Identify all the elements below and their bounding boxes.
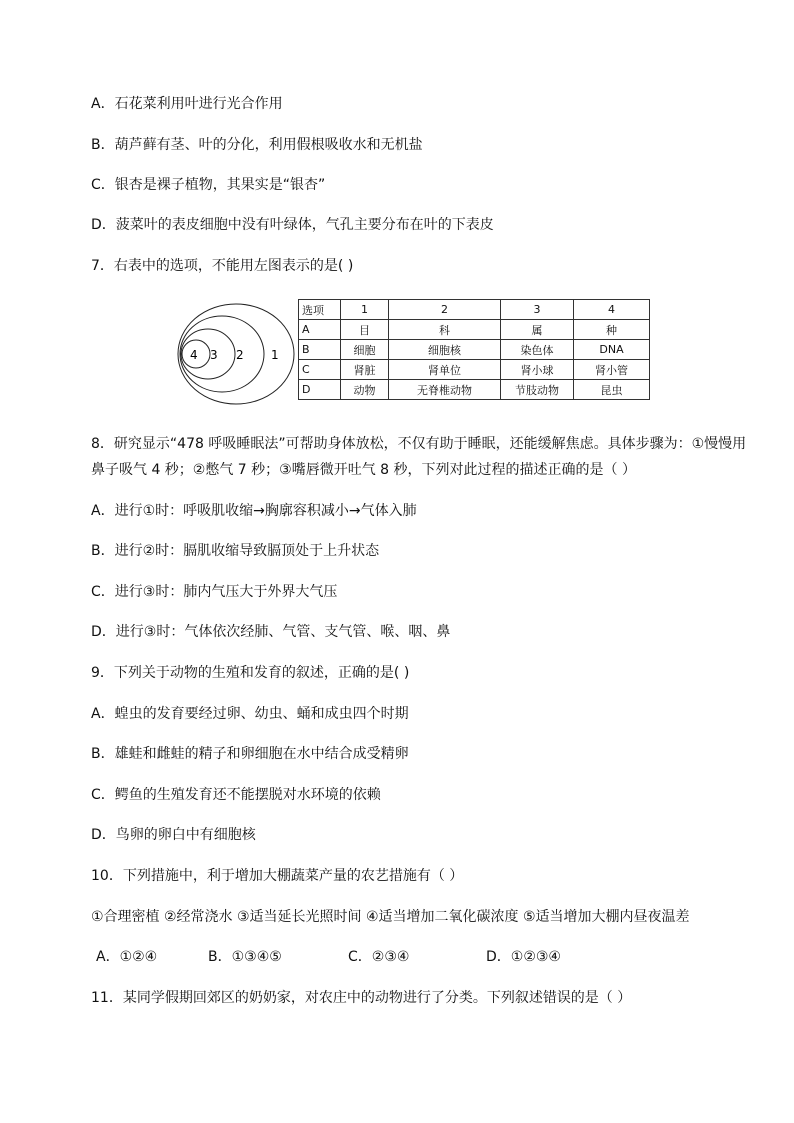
table-cell: 细胞核 — [389, 340, 501, 360]
q8-stem-line2: 鼻子吸气 4 秒；②憋气 7 秒；③嘴唇微开吐气 8 秒，下列对此过程的描述正确的是（ ） — [91, 462, 636, 478]
table-cell: 染色体 — [501, 340, 574, 360]
table-cell: DNA — [574, 340, 650, 360]
q8-option-b: B．进行②时：膈肌收缩导致膈顶处于上升状态 — [91, 543, 380, 559]
q10-measures: ①合理密植 ②经常浇水 ③适当延长光照时间 ④适当增加二氧化碳浓度 ⑤适当增加大棚内昼夜温差 — [91, 909, 690, 925]
nested-ellipses-diagram — [176, 302, 296, 406]
q9-option-c: C．鳄鱼的生殖发育还不能摆脱对水环境的依赖 — [91, 787, 381, 803]
q6-option-d: D．菠菜叶的表皮细胞中没有叶绿体，气孔主要分布在叶的下表皮 — [91, 217, 494, 233]
q10-option-c: C．②③④ — [348, 949, 410, 965]
table-cell: 种 — [574, 320, 650, 340]
table-cell: 目 — [341, 320, 389, 340]
diagram-label-3: 3 — [210, 348, 218, 362]
table-cell: 属 — [501, 320, 574, 340]
table-header-cell: 选项 — [299, 300, 341, 320]
table-cell: 动物 — [341, 380, 389, 400]
q8-option-a: A．进行①时：呼吸肌收缩→胸廓容积减小→气体入肺 — [91, 503, 417, 519]
q7-stem: 7．右表中的选项，不能用左图表示的是( ) — [91, 258, 354, 274]
q9-option-a: A．蝗虫的发育要经过卵、幼虫、蛹和成虫四个时期 — [91, 706, 409, 722]
q9-option-d: D．鸟卵的卵白中有细胞核 — [91, 827, 256, 843]
q10-option-a: A．①②④ — [96, 949, 158, 965]
diagram-label-4: 4 — [190, 348, 198, 362]
q10-option-b: B．①③④⑤ — [208, 949, 282, 965]
table-cell: C — [299, 360, 341, 380]
table-header-cell: 3 — [501, 300, 574, 320]
q10-option-d: D．①②③④ — [486, 949, 561, 965]
table-row — [299, 380, 650, 400]
table-cell: A — [299, 320, 341, 340]
q6-option-b: B．葫芦藓有茎、叶的分化，利用假根吸收水和无机盐 — [91, 137, 423, 153]
diagram-label-2: 2 — [236, 348, 244, 362]
table-cell: B — [299, 340, 341, 360]
table-header-cell: 4 — [574, 300, 650, 320]
table-cell: 肾小球 — [501, 360, 574, 380]
table-header-cell: 1 — [341, 300, 389, 320]
q8-stem-line1: 8．研究显示“478 呼吸睡眠法”可帮助身体放松，不仅有助于睡眠，还能缓解焦虑。具体步骤为：①慢慢用 — [91, 436, 747, 452]
q11-stem: 11．某同学假期回郊区的奶奶家，对农庄中的动物进行了分类。下列叙述错误的是（ ） — [91, 990, 632, 1006]
table-cell: 细胞 — [341, 340, 389, 360]
q7-table — [298, 299, 650, 400]
table-cell: 肾脏 — [341, 360, 389, 380]
table-row — [299, 320, 650, 340]
table-cell: 科 — [389, 320, 501, 340]
q6-option-a: A．石花菜利用叶进行光合作用 — [91, 96, 283, 112]
diagram-label-1: 1 — [271, 348, 279, 362]
table-row — [299, 360, 650, 380]
table-cell: D — [299, 380, 341, 400]
q8-option-d: D．进行③时：气体依次经肺、气管、支气管、喉、咽、鼻 — [91, 624, 451, 640]
q10-stem: 10．下列措施中，利于增加大棚蔬菜产量的农艺措施有（ ） — [91, 868, 464, 884]
q9-stem: 9．下列关于动物的生殖和发育的叙述，正确的是( ) — [91, 665, 410, 681]
table-cell: 肾单位 — [389, 360, 501, 380]
table-header-cell: 2 — [389, 300, 501, 320]
table-header-row — [299, 300, 650, 320]
table-cell: 昆虫 — [574, 380, 650, 400]
q6-option-c: C．银杏是裸子植物，其果实是“银杏” — [91, 177, 326, 193]
q9-option-b: B．雄蛙和雌蛙的精子和卵细胞在水中结合成受精卵 — [91, 746, 409, 762]
q8-option-c: C．进行③时：肺内气压大于外界大气压 — [91, 584, 338, 600]
table-cell: 肾小管 — [574, 360, 650, 380]
table-row — [299, 340, 650, 360]
table-cell: 节肢动物 — [501, 380, 574, 400]
table-cell: 无脊椎动物 — [389, 380, 501, 400]
